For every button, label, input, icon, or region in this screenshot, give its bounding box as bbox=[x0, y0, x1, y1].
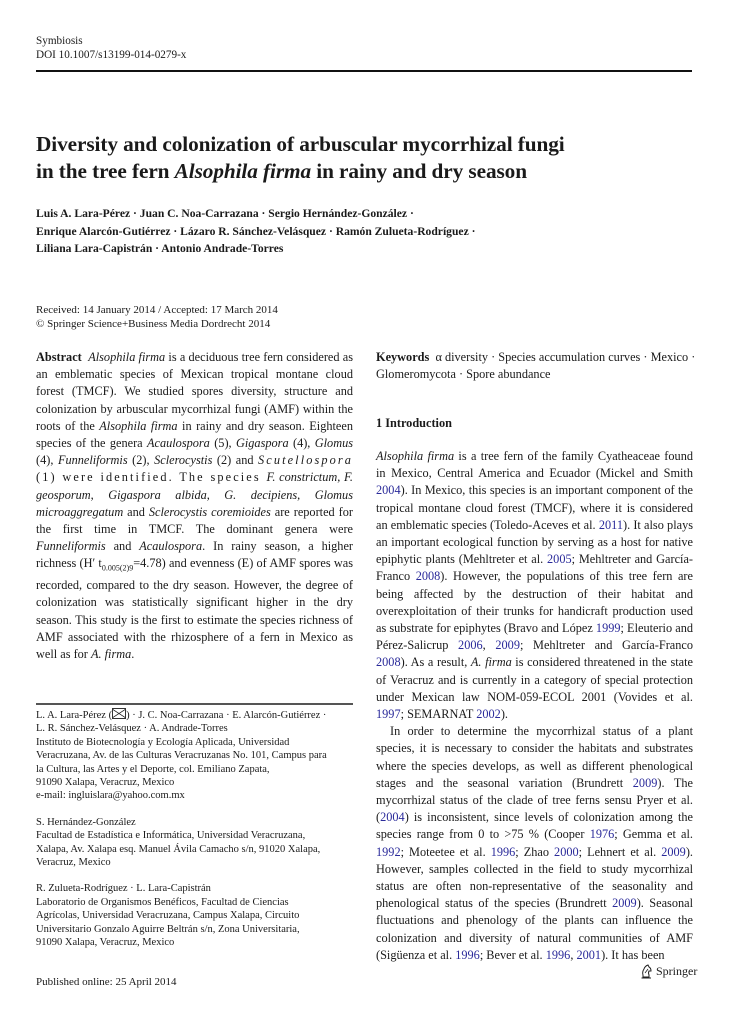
keyword: Glomeromycota bbox=[376, 367, 456, 381]
citation-link[interactable]: 1976 bbox=[589, 827, 615, 842]
footnote-rule bbox=[36, 703, 353, 705]
paragraph: In order to determine the mycorrhizal status of a plant species, it is necessary to consider the habitats and substrates where the species develops, as well as different phenological stages and the seasonal variation (Brundrett 2009). The mycorrhizal status of the clade of tree ferns sensu Pryer et al. (2004) is inconsistent, since levels of colonization among the species range from 0 to >75 % (Cooper 1976; Gemma et al. 1992; Moteetee et al. 1996; Zhao 2000; Lehnert et al. 2009). However, samples collected in the field to study mycorrhizal status are often non-representative of the seasonality and phenological status of the species (Brundrett 2009). Seasonal fluctuations and phenology of the plants can influence the colonization and diversity of natural communities of AMF (Sigüenza et al. 1996; Bever et al. 1996, 2001). It has been bbox=[376, 724, 693, 962]
published-online: Published online: 25 April 2014 bbox=[36, 976, 177, 988]
citation-link[interactable]: 2008 bbox=[376, 655, 401, 670]
received-date: Received: 14 January 2014 / Accepted: 17 March 2014 bbox=[36, 304, 278, 316]
author-line: Liliana Lara-Capistrán · Antonio Andrade-Torres bbox=[36, 242, 284, 255]
header-rule bbox=[36, 70, 692, 72]
affiliation-block: S. Hernández-González Facultad de Estadística e Informática, Universidad Veracruzana, Xalapa, Av. Xalapa esq. Manuel Ávila Camacho s/n, 91020 Xalapa, Veracruz, Mexico bbox=[36, 816, 321, 869]
abstract: Abstract Alsophila firma is a deciduous tree fern considered as an emblematic species of Mexican tropical montane cloud forest (TMCF). We studied spores diversity, structure and colonization by arbuscular mycorrhizal fungi (AMF) within the roots of the Alsophila firma in rainy and dry season. Eighteen species of the genera Acaulospora (5), Gigaspora (4), Glomus (4), Funneliformis (2), Sclerocystis (2) and Scutellospora (1) were identified. The species F. constrictum, F. geosporum, Gigaspora albida, G. decipiens, Glomus microaggregatum and Sclerocystis coremioides are reported for the first time in TMCF. The dominant genera were Funneliformis and Acaulospora. In rainy season, a higher richness (H′ $t_{0.005(2)9}=4.78$) and evenness (E) of AMF spores was recorded, compared to the dry season. However, the degree of colonization was statistically significant higher in the dry season. This study is the first to estimate the species richness of AMF associated with the rhizosphere of a fern in Mexico as well as for A. firma. bbox=[36, 350, 354, 661]
species-name: Alsophila firma bbox=[174, 158, 312, 183]
publisher-name: Springer bbox=[656, 964, 698, 978]
section-heading: 1 Introduction bbox=[376, 416, 452, 430]
keywords-label: Keywords bbox=[376, 350, 430, 364]
title-line-1: Diversity and colonization of arbuscular mycorrhizal fungi bbox=[36, 132, 565, 156]
author-line: Luis A. Lara-Pérez · Juan C. Noa-Carrazana · Sergio Hernández-González · bbox=[36, 207, 414, 220]
article-dates bbox=[36, 303, 278, 331]
citation-link[interactable]: 1996 bbox=[455, 947, 480, 962]
introduction-body bbox=[376, 448, 693, 964]
author-list bbox=[36, 205, 696, 258]
keyword: Species accumulation curves bbox=[498, 350, 641, 364]
citation-link[interactable]: 2009 bbox=[612, 896, 637, 911]
citation-link[interactable]: 2011 bbox=[598, 517, 623, 532]
citation-link[interactable]: 2009 bbox=[661, 844, 686, 859]
keyword: α diversity bbox=[435, 350, 489, 364]
springer-knight-icon bbox=[640, 964, 653, 979]
citation-link[interactable]: 2005 bbox=[547, 552, 572, 567]
citation-link[interactable]: 2002 bbox=[476, 707, 501, 722]
email-link[interactable]: e-mail: ingluislara@yahoo.com.mx bbox=[36, 790, 185, 802]
citation-link[interactable]: 1997 bbox=[376, 707, 401, 722]
citation-link[interactable]: 2001 bbox=[576, 947, 602, 962]
envelope-icon[interactable] bbox=[112, 708, 126, 719]
citation-link[interactable]: 2000 bbox=[554, 844, 579, 859]
citation-link[interactable]: 2006 bbox=[458, 638, 483, 653]
paragraph: Alsophila firma is a tree fern of the family Cyatheaceae found in Mexico, Central America and Ecuador (Mickel and Smith 2004). In Mexico, this species is an important component of the tropical montane cloud forest (TMCF), where it is considered an emblematic species (Toledo-Aceves et al. 2011). It also plays an important ecological function by serving as a host for native epiphytic plants (Mehltreter et al. 2005; Mehltreter and García-Franco 2008). However, the populations of this tree fern are being affected by the destruction of their habitat and overexploitation of their trunks for handicraft production used as substrate for epiphytes (Bravo and López 1999; Eleuterio and Pérez-Salicrup 2006, 2009; Mehltreter and García-Franco 2008). As a result, A. firma is considered threatened in the state of Veracruz and is currently in a category of special protection under Mexican law NOM-059-ECOL 2001 (Vovides et al. 1997; SEMARNAT 2002). bbox=[376, 449, 694, 722]
affiliation-block: L. A. Lara-Pérez ( ) · J. C. Noa-Carrazana · E. Alarcón-Gutiérrez · L. R. Sánchez-Velásquez · A. Andrade-Torres Instituto de Biotecnología y Ecología Aplicada, Universidad Veracruzana, Av. de las Culturas Veracruzanas No. 101, Campus para la Cultura, las Artes y el Deporte, col. Emiliano Zapata, 91090 Xalapa, Veracruz, Mexico e-mail: ingluislara@yahoo.com.mx bbox=[36, 708, 366, 803]
journal-name: Symbiosis bbox=[36, 35, 83, 47]
author-line: Enrique Alarcón-Gutiérrez · Lázaro R. Sánchez-Velásquez · Ramón Zulueta-Rodríguez · bbox=[36, 224, 476, 238]
copyright: © Springer Science+Business Media Dordrecht 2014 bbox=[36, 318, 271, 330]
citation-link[interactable]: 1992 bbox=[376, 844, 401, 859]
paper-title bbox=[36, 131, 696, 184]
keyword: Spore abundance bbox=[466, 367, 551, 381]
keywords: Keywords α diversity · Species accumulation curves · Mexico · Glomeromycota · Spore abundance bbox=[376, 350, 696, 381]
citation-link[interactable]: 2009 bbox=[632, 775, 658, 790]
keyword: Mexico bbox=[650, 350, 689, 364]
citation-link[interactable]: 1999 bbox=[595, 621, 621, 636]
citation-link[interactable]: 2004 bbox=[376, 483, 401, 498]
springer-logo bbox=[640, 964, 697, 979]
affiliation-block: R. Zulueta-Rodríguez · L. Lara-Capistrán Laboratorio de Organismos Benéficos, Facultad de Ciencias Agrícolas, Universidad Veracruzana, Campus Xalapa, Circuito Universitario Gonzalo Aguirre Beltrán s/n, Zona Universitaria, 91090 Xalapa, Veracruz, Mexico bbox=[36, 883, 300, 949]
abstract-label: Abstract bbox=[36, 350, 82, 364]
affiliations bbox=[36, 708, 366, 963]
doi: DOI 10.1007/s13199-014-0279-x bbox=[36, 49, 187, 61]
journal-header bbox=[36, 34, 186, 62]
title-line-2: in the tree fern Alsophila firma in rainy and dry season bbox=[36, 158, 527, 183]
citation-link[interactable]: 2009 bbox=[495, 638, 520, 653]
citation-link[interactable]: 2008 bbox=[415, 569, 441, 584]
citation-link[interactable]: 1996 bbox=[490, 844, 516, 859]
citation-link[interactable]: 1996 bbox=[545, 947, 571, 962]
citation-link[interactable]: 2004 bbox=[380, 810, 405, 825]
